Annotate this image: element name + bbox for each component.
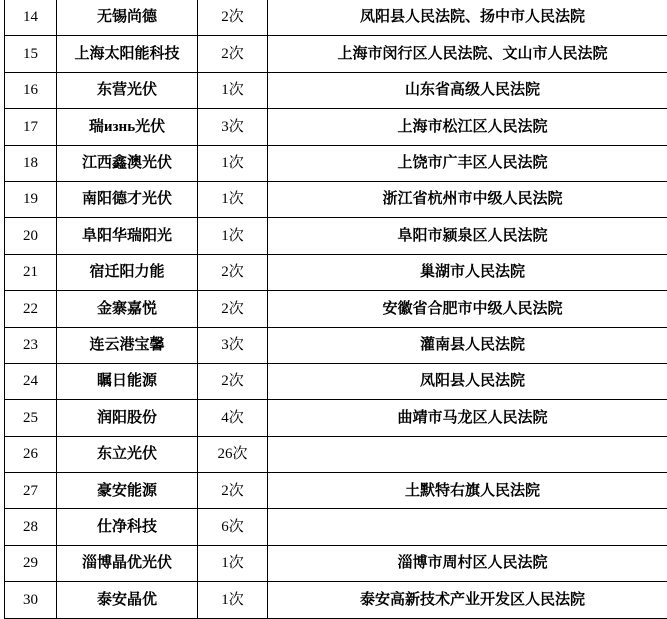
case-count: 1次	[198, 582, 268, 618]
company-name: 江西鑫澳光伏	[57, 145, 198, 181]
case-count: 26次	[198, 436, 268, 472]
row-index: 23	[5, 327, 57, 363]
row-index: 29	[5, 545, 57, 581]
table-row	[5, 218, 667, 254]
company-name: 东营光伏	[57, 72, 198, 108]
court-name	[268, 509, 667, 545]
table-row	[5, 363, 667, 399]
court-name: 淄博市周村区人民法院	[268, 545, 667, 581]
court-name: 曲靖市马龙区人民法院	[268, 400, 667, 436]
court-name: 灌南县人民法院	[268, 327, 667, 363]
company-name: 南阳德才光伏	[57, 181, 198, 217]
row-index: 14	[5, 0, 57, 36]
case-count: 1次	[198, 145, 268, 181]
company-name: 淄博晶优光伏	[57, 545, 198, 581]
court-name: 安徽省合肥市中级人民法院	[268, 291, 667, 327]
table-row	[5, 545, 667, 581]
row-index: 27	[5, 473, 57, 509]
table-row	[5, 291, 667, 327]
case-count: 2次	[198, 36, 268, 72]
table-row	[5, 254, 667, 290]
table-row	[5, 181, 667, 217]
row-index: 16	[5, 72, 57, 108]
case-count: 3次	[198, 109, 268, 145]
row-index: 30	[5, 582, 57, 618]
company-name: 泰安晶优	[57, 582, 198, 618]
court-name: 巢湖市人民法院	[268, 254, 667, 290]
table-row	[5, 509, 667, 545]
company-name: 豪安能源	[57, 473, 198, 509]
company-name: 瑞изнь光伏	[57, 109, 198, 145]
case-count: 6次	[198, 509, 268, 545]
row-index: 21	[5, 254, 57, 290]
row-index: 25	[5, 400, 57, 436]
court-name	[268, 436, 667, 472]
company-name: 宿迁阳力能	[57, 254, 198, 290]
case-count: 2次	[198, 473, 268, 509]
case-count: 1次	[198, 72, 268, 108]
case-count: 3次	[198, 327, 268, 363]
court-name: 浙江省杭州市中级人民法院	[268, 181, 667, 217]
table-row	[5, 400, 667, 436]
row-index: 19	[5, 181, 57, 217]
court-name: 上海市松江区人民法院	[268, 109, 667, 145]
case-count: 2次	[198, 0, 268, 36]
court-name: 泰安高新技术产业开发区人民法院	[268, 582, 667, 618]
table-row	[5, 72, 667, 108]
company-name: 仕净科技	[57, 509, 198, 545]
table-row	[5, 473, 667, 509]
company-name: 金寨嘉悦	[57, 291, 198, 327]
case-count: 2次	[198, 254, 268, 290]
case-count: 1次	[198, 545, 268, 581]
company-name: 上海太阳能科技	[57, 36, 198, 72]
court-name: 凤阳县人民法院	[268, 363, 667, 399]
row-index: 20	[5, 218, 57, 254]
company-name: 润阳股份	[57, 400, 198, 436]
company-name: 瞩日能源	[57, 363, 198, 399]
case-count: 1次	[198, 181, 268, 217]
court-name: 凤阳县人民法院、扬中市人民法院	[268, 0, 667, 36]
row-index: 17	[5, 109, 57, 145]
case-count: 2次	[198, 291, 268, 327]
court-name: 阜阳市颍泉区人民法院	[268, 218, 667, 254]
court-name: 上海市闵行区人民法院、文山市人民法院	[268, 36, 667, 72]
company-name: 连云港宝馨	[57, 327, 198, 363]
case-count: 4次	[198, 400, 268, 436]
table-row	[5, 109, 667, 145]
court-name: 土默特右旗人民法院	[268, 473, 667, 509]
table-row	[5, 582, 667, 618]
table-row	[5, 0, 667, 36]
row-index: 28	[5, 509, 57, 545]
court-name: 上饶市广丰区人民法院	[268, 145, 667, 181]
case-count: 1次	[198, 218, 268, 254]
row-index: 15	[5, 36, 57, 72]
table-row	[5, 327, 667, 363]
row-index: 22	[5, 291, 57, 327]
table-row	[5, 436, 667, 472]
table-row	[5, 36, 667, 72]
company-name: 阜阳华瑞阳光	[57, 218, 198, 254]
row-index: 24	[5, 363, 57, 399]
table-row	[5, 145, 667, 181]
company-name: 东立光伏	[57, 436, 198, 472]
row-index: 26	[5, 436, 57, 472]
company-name: 无锡尚德	[57, 0, 198, 36]
case-count: 2次	[198, 363, 268, 399]
litigation-table	[4, 0, 667, 619]
court-name: 山东省高级人民法院	[268, 72, 667, 108]
table-body	[5, 0, 667, 618]
row-index: 18	[5, 145, 57, 181]
